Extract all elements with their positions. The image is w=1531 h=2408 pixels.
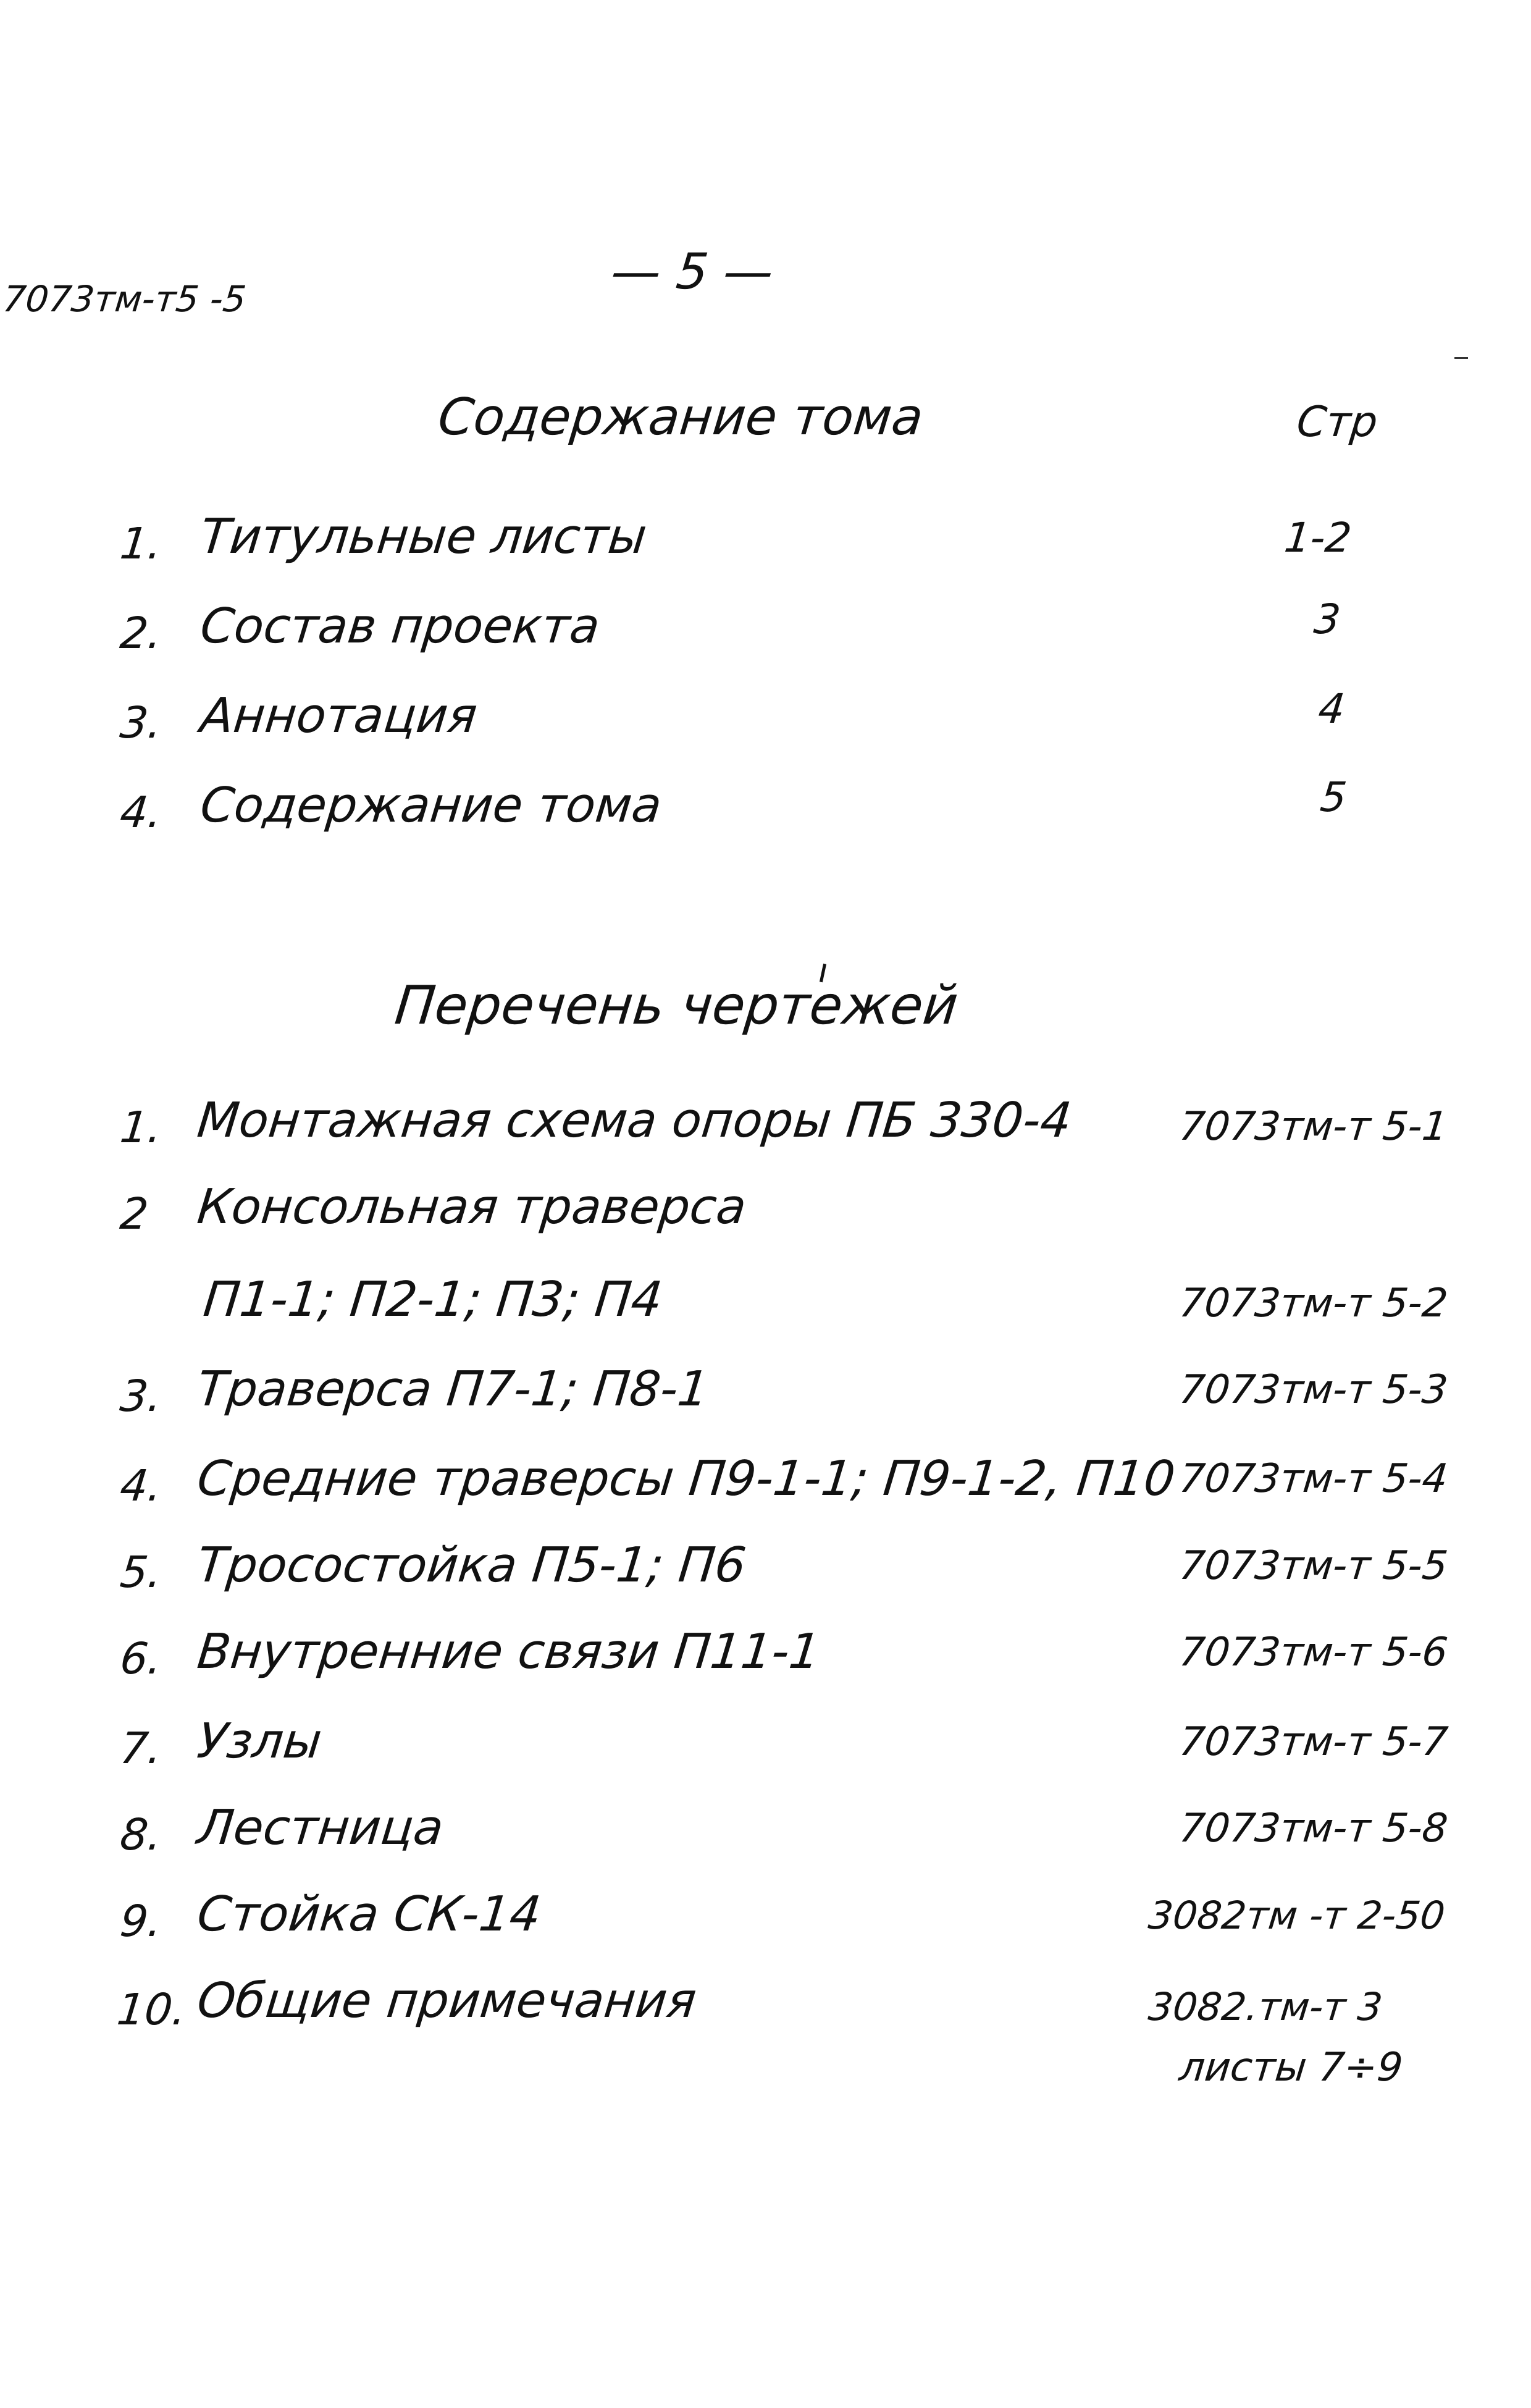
item-label: Траверса П7-1; П8-1 <box>195 1362 711 1417</box>
item-label: Общие примечания <box>195 1973 699 2029</box>
item-number: 9. <box>117 1896 165 1947</box>
item-label: Стойка СК-14 <box>195 1887 543 1942</box>
item-number: 4. <box>117 787 165 838</box>
item-reference: 7073тм-т 5-2 <box>1177 1281 1450 1326</box>
item-number: 2. <box>117 608 165 659</box>
item-number: 3. <box>117 1371 165 1421</box>
item-reference-sheets: листы 7÷9 <box>1177 2045 1405 2090</box>
item-label: Содержание тома <box>198 778 665 833</box>
item-pages: 3 <box>1312 596 1343 643</box>
item-pages: 4 <box>1316 685 1348 733</box>
item-label: Средние траверсы П9-1-1; П9-1-2, П10 <box>195 1451 1178 1507</box>
contents-title: Содержание тома <box>435 388 926 447</box>
item-number: 2 <box>117 1189 151 1239</box>
item-reference: 3082.тм-т 3 <box>1146 1984 1385 2029</box>
item-number: 7. <box>117 1723 165 1774</box>
item-reference: 3082тм -т 2-50 <box>1146 1893 1448 1938</box>
item-label-continued: П1-1; П2-1; П3; П4 <box>201 1272 665 1328</box>
item-label: Аннотация <box>198 688 480 744</box>
item-label: Состав проекта <box>198 599 603 654</box>
page-number: — 5 — <box>608 243 776 300</box>
margin-mark <box>1454 357 1468 359</box>
drawings-title: Перечень чертежей <box>392 975 961 1037</box>
item-reference: 7073тм-т 5-8 <box>1177 1806 1450 1851</box>
item-label: Внутренние связи П11-1 <box>195 1624 823 1680</box>
item-number: 1. <box>117 518 165 569</box>
item-number: 5. <box>117 1547 165 1598</box>
item-number: 10. <box>114 1984 189 2035</box>
item-label: Узлы <box>195 1714 325 1769</box>
pages-column-header: Стр <box>1294 398 1380 447</box>
item-reference: 7073тм-т 5-6 <box>1177 1630 1450 1675</box>
item-label: Лестница <box>195 1800 447 1856</box>
item-number: 4. <box>117 1460 165 1511</box>
item-label: Тросостойка П5-1; П6 <box>195 1538 749 1593</box>
item-reference: 7073тм-т 5-4 <box>1177 1456 1450 1502</box>
item-reference: 7073тм-т 5-7 <box>1177 1719 1450 1765</box>
item-number: 6. <box>117 1633 165 1684</box>
item-pages: 1-2 <box>1282 514 1354 562</box>
item-reference: 7073тм-т 5-3 <box>1177 1367 1450 1413</box>
item-reference: 7073тм-т 5-5 <box>1177 1543 1450 1589</box>
item-number: 3. <box>117 697 165 748</box>
item-label: Монтажная схема опоры ПБ 330-4 <box>195 1093 1075 1148</box>
item-label: Консольная траверса <box>195 1179 749 1235</box>
document-code: 7073тм-т5 -5 <box>1 278 248 320</box>
item-number: 1. <box>117 1102 165 1153</box>
item-reference: 7073тм-т 5-1 <box>1177 1104 1450 1150</box>
item-label: Титульные листы <box>198 509 650 565</box>
item-number: 8. <box>117 1809 165 1860</box>
item-pages: 5 <box>1318 773 1349 821</box>
